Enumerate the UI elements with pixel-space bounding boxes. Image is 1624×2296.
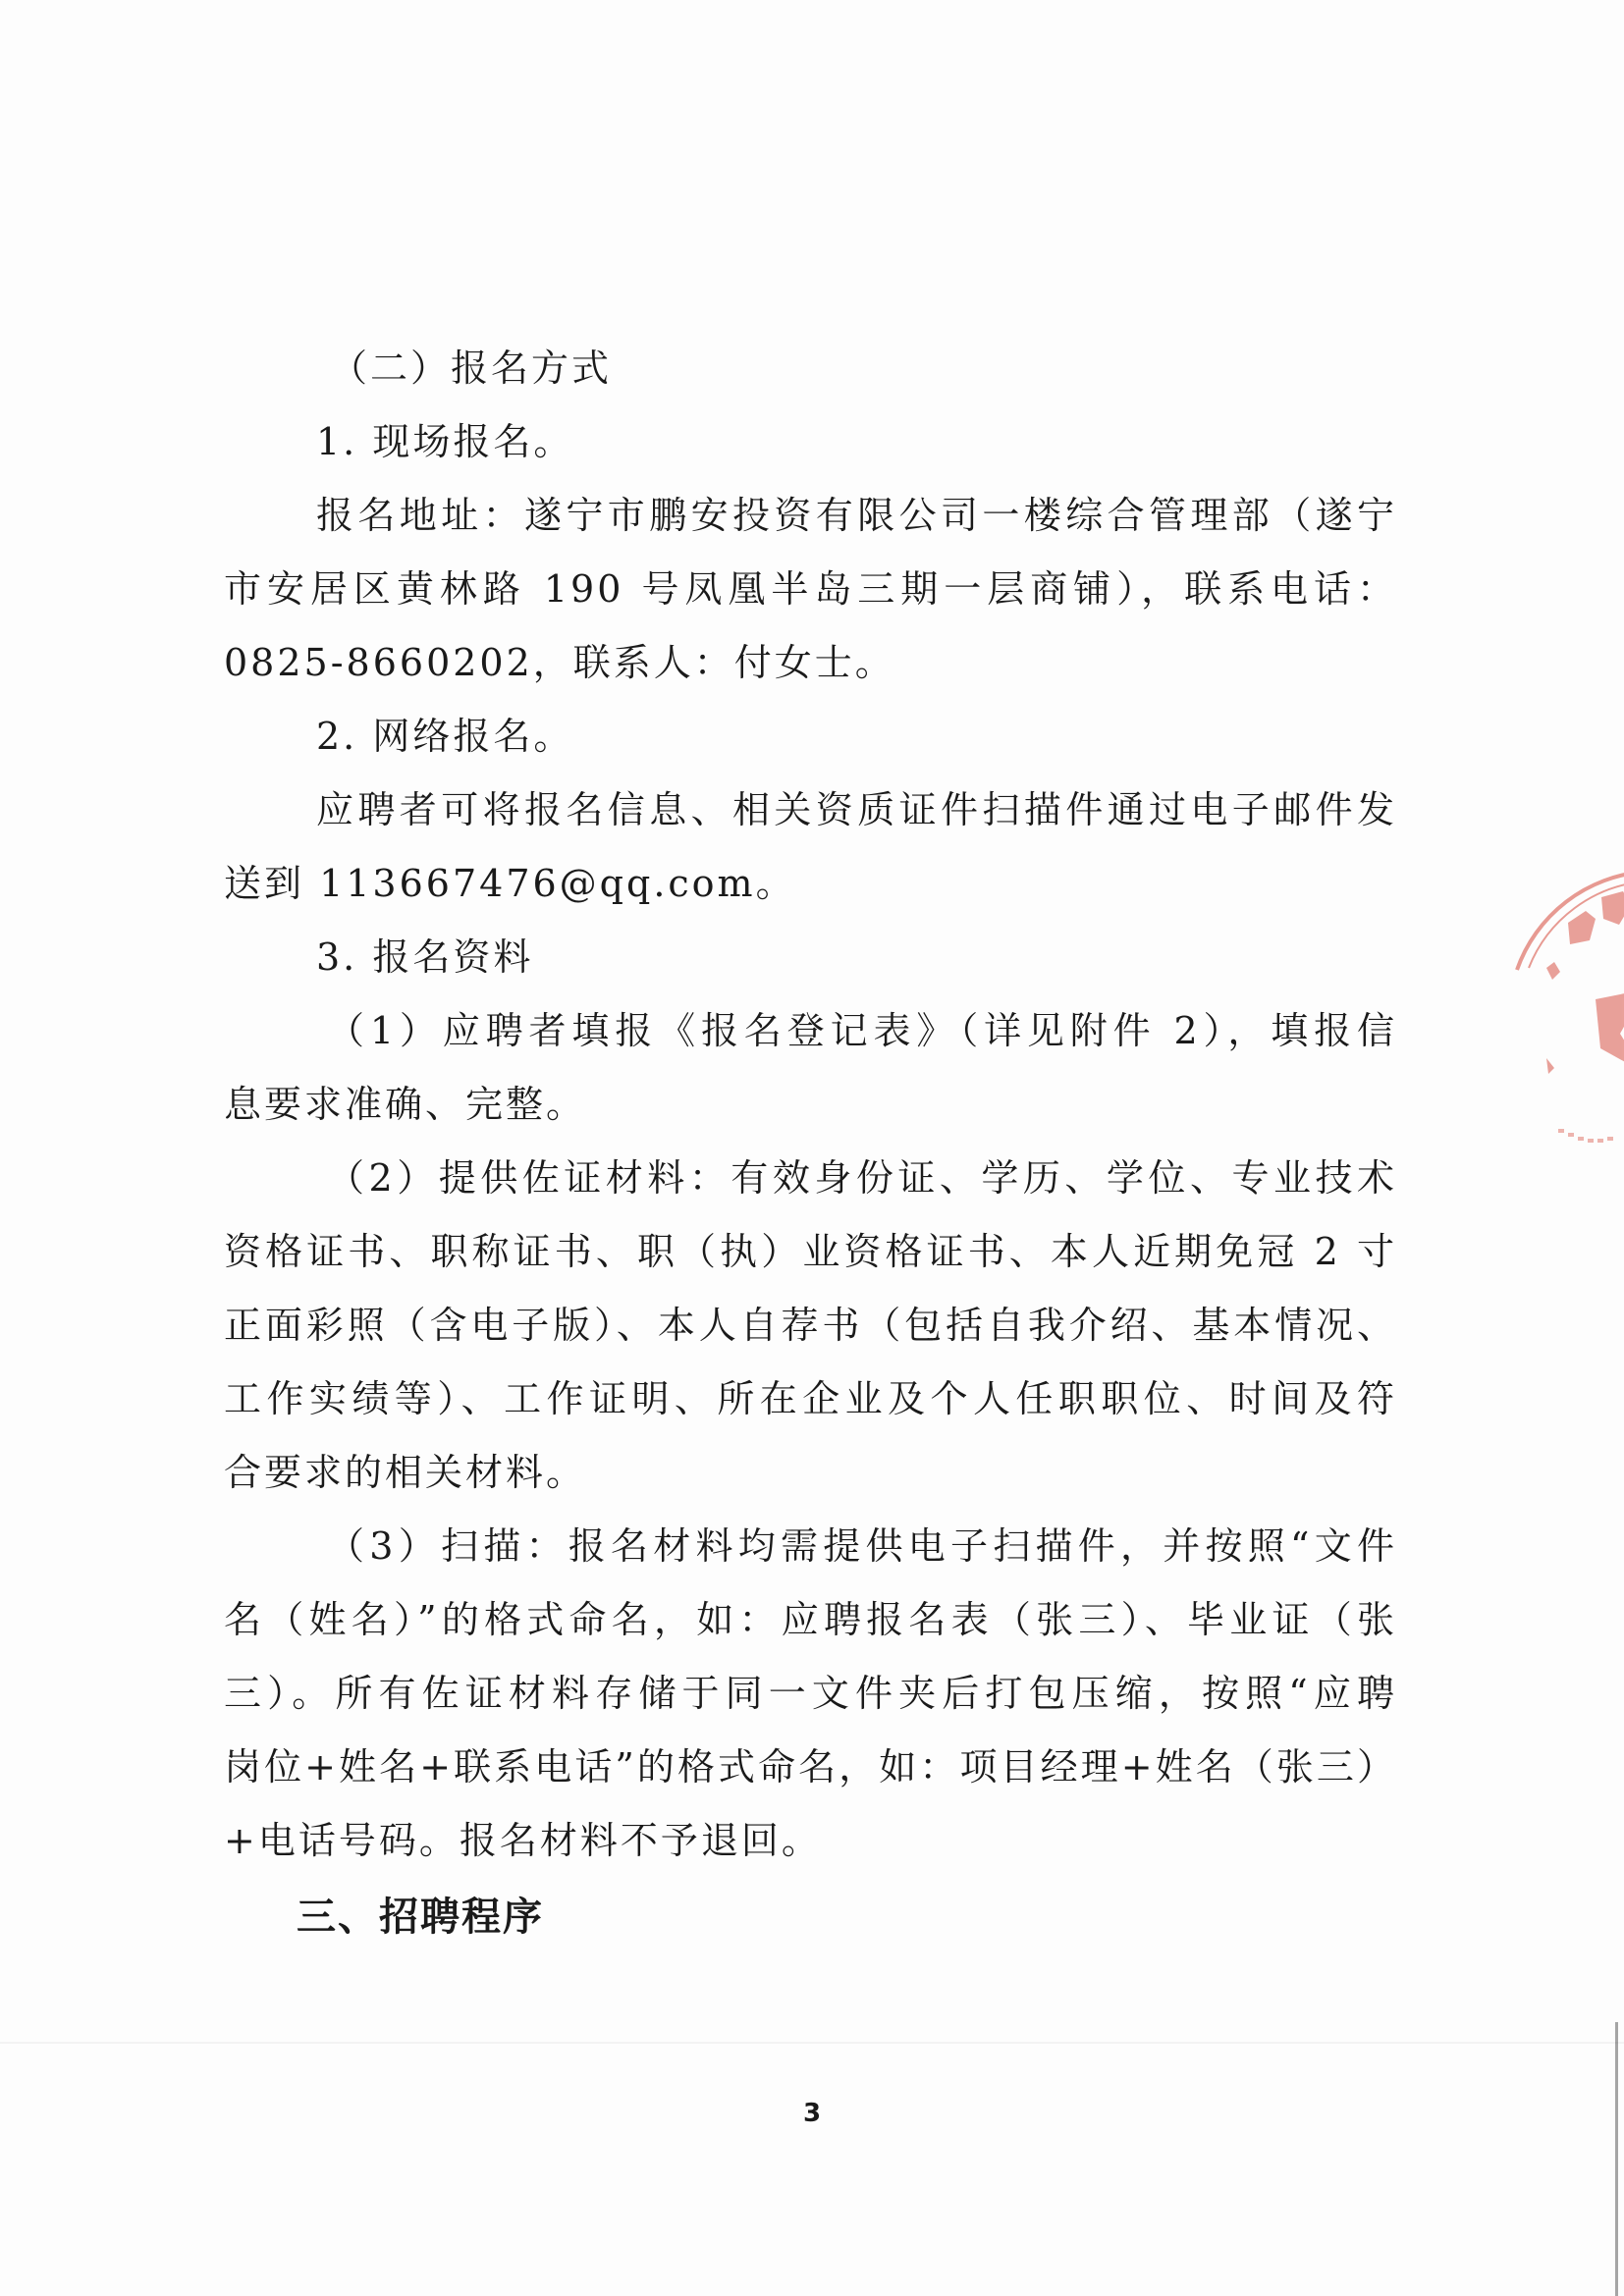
materials-p3-line-5: +电话号码。报名材料不予退回。 [224,1819,822,1862]
page-number: 3 [802,2099,822,2128]
online-line-2: 送到 113667476@qq.com。 [224,862,796,905]
item-onsite-title: 1. 现场报名。 [316,420,574,463]
address-line-3: 0825-8660202，联系人：付女士。 [224,641,895,684]
materials-p2-line-4: 工作实绩等）、工作证明、所在企业及个人任职职位、时间及符 [224,1377,1397,1420]
item-materials-title: 3. 报名资料 [316,935,534,979]
section-heading: （二）报名方式 [330,347,613,390]
materials-p2-line-3: 正面彩照（含电子版）、本人自荐书（包括自我介绍、基本情况、 [224,1304,1397,1347]
materials-p1-line-2: 息要求准确、完整。 [224,1083,587,1126]
materials-p2-line-5: 合要求的相关材料。 [224,1451,587,1494]
materials-p1-line-1: （1）应聘者填报《报名登记表》（详见附件 2），填报信 [327,1009,1397,1052]
company-seal-icon [1507,852,1624,1205]
materials-p3-line-2: 名（姓名）”的格式命名，如：应聘报名表（张三）、毕业证（张 [224,1598,1397,1641]
chapter-heading: 三、招聘程序 [297,1895,544,1940]
materials-p3-line-3: 三）。所有佐证材料存储于同一文件夹后打包压缩，按照“应聘 [224,1672,1397,1715]
online-line-1: 应聘者可将报名信息、相关资质证件扫描件通过电子邮件发 [316,788,1397,831]
materials-p2-line-1: （2）提供佐证材料：有效身份证、学历、学位、专业技术 [327,1156,1397,1200]
address-line-2: 市安居区黄林路 190 号凤凰半岛三期一层商铺），联系电话： [224,567,1397,611]
materials-p3-line-4: 岗位+姓名+联系电话”的格式命名，如：项目经理+姓名（张三） [224,1745,1397,1789]
scan-edge-shadow [1615,2022,1618,2296]
scan-artifact-line [0,2042,1624,2044]
materials-p2-line-2: 资格证书、职称证书、职（执）业资格证书、本人近期免冠 2 寸 [224,1230,1397,1273]
item-online-title: 2. 网络报名。 [316,715,574,758]
address-line-1: 报名地址：遂宁市鹏安投资有限公司一楼综合管理部（遂宁 [316,494,1397,537]
document-body [224,332,1397,1956]
materials-p3-line-1: （3）扫描：报名材料均需提供电子扫描件，并按照“文件 [327,1524,1397,1568]
